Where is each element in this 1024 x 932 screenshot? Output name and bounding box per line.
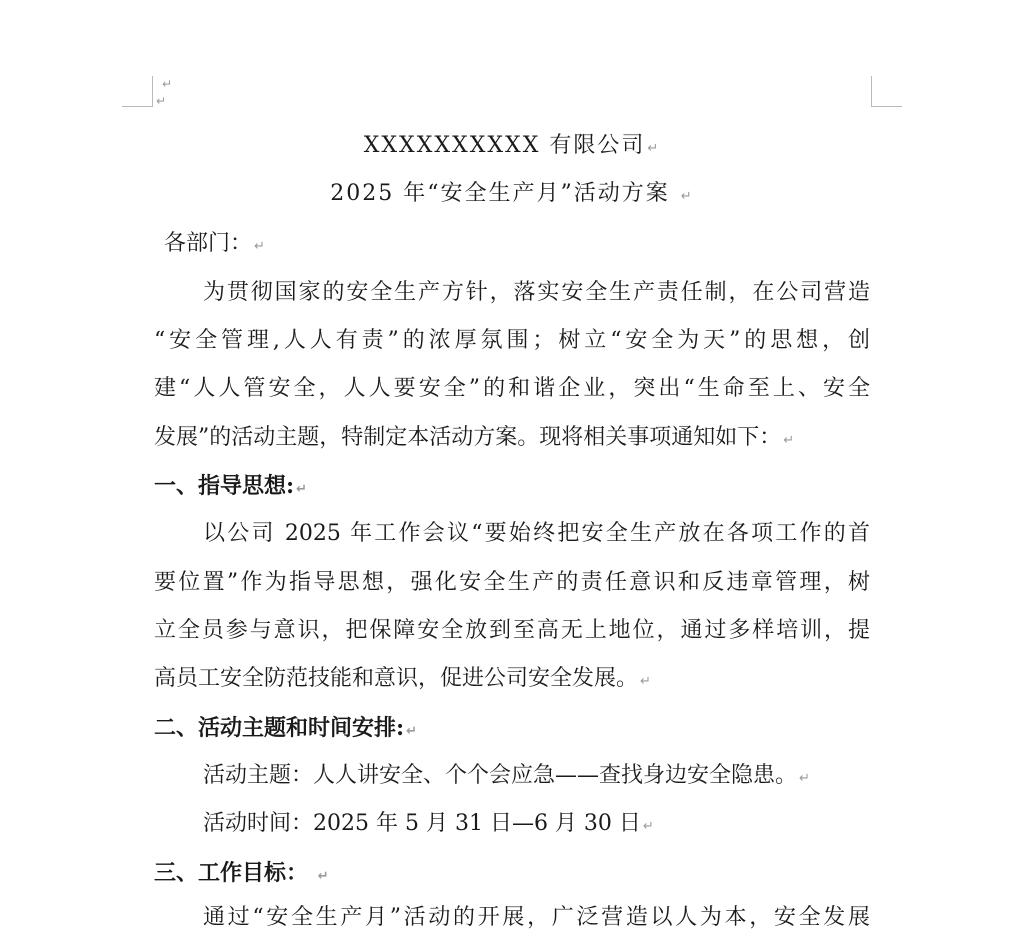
company-name: XXXXXXXXXX 有限公司 <box>363 133 646 158</box>
document-title <box>0 132 1024 163</box>
paragraph-mark: ↵ <box>162 77 173 91</box>
paragraph-mark: ↵ <box>156 94 167 108</box>
top-left-crop-mark <box>122 76 153 107</box>
salutation-text: 各部门： <box>164 231 253 256</box>
intro-line-last <box>154 424 794 455</box>
intro-line: “安全管理,人人有责”的浓厚氛围；树立“安全为天”的思想，创 <box>154 328 870 353</box>
activity-theme-text: 活动主题：人人讲安全、个个会应急——查找身边安全隐患。 <box>203 763 798 788</box>
activity-theme <box>203 762 810 793</box>
intro-line: 建“人人管安全，人人要安全”的和谐企业，突出“生命至上、安全 <box>154 376 870 401</box>
section2-heading <box>154 714 417 746</box>
paragraph-mark: ↵ <box>640 674 651 689</box>
intro-line: 为贯彻国家的安全生产方针，落实安全生产责任制，在公司营造 <box>203 280 870 305</box>
intro-text: 发展”的活动主题，特制定本活动方案。现将相关事项通知如下： <box>154 425 782 450</box>
top-right-crop-mark <box>871 76 902 107</box>
section3-heading-text: 三、工作目标： <box>154 860 309 886</box>
paragraph-mark: ↵ <box>783 433 795 448</box>
paragraph-mark: ↵ <box>680 189 694 204</box>
paragraph-mark: ↵ <box>317 869 329 884</box>
paragraph-mark: ↵ <box>254 239 265 254</box>
section1-heading-text: 一、指导思想: <box>154 473 295 499</box>
paragraph-mark: ↵ <box>647 141 661 156</box>
section1-line: 立全员参与意识，把保障安全放到至高无上地位，通过多样培训，提 <box>154 618 870 643</box>
section3-heading <box>154 859 329 891</box>
paragraph-mark: ↵ <box>642 819 654 834</box>
section1-line-last <box>154 665 651 696</box>
paragraph-mark: ↵ <box>406 724 418 739</box>
salutation <box>164 230 265 261</box>
plan-title: 2025 年“安全生产月”活动方案 <box>330 181 670 206</box>
document-subtitle <box>0 180 1024 211</box>
section1-heading <box>154 472 307 504</box>
section3-line: 通过“安全生产月”活动的开展，广泛营造以人为本，安全发展 <box>203 905 870 930</box>
section1-line: 以公司 2025 年工作会议“要始终把安全生产放在各项工作的首 <box>203 521 870 546</box>
activity-time <box>203 810 654 841</box>
paragraph-mark: ↵ <box>799 771 810 786</box>
activity-time-text: 活动时间：2025 年 5 月 31 日—6 月 30 日 <box>203 811 641 836</box>
paragraph-mark: ↵ <box>296 482 308 497</box>
section2-heading-text: 二、活动主题和时间安排: <box>154 715 405 741</box>
section1-line: 要位置”作为指导思想，强化安全生产的责任意识和反违章管理，树 <box>154 570 870 595</box>
section1-text: 高员工安全防范技能和意识，促进公司安全发展。 <box>154 666 639 691</box>
